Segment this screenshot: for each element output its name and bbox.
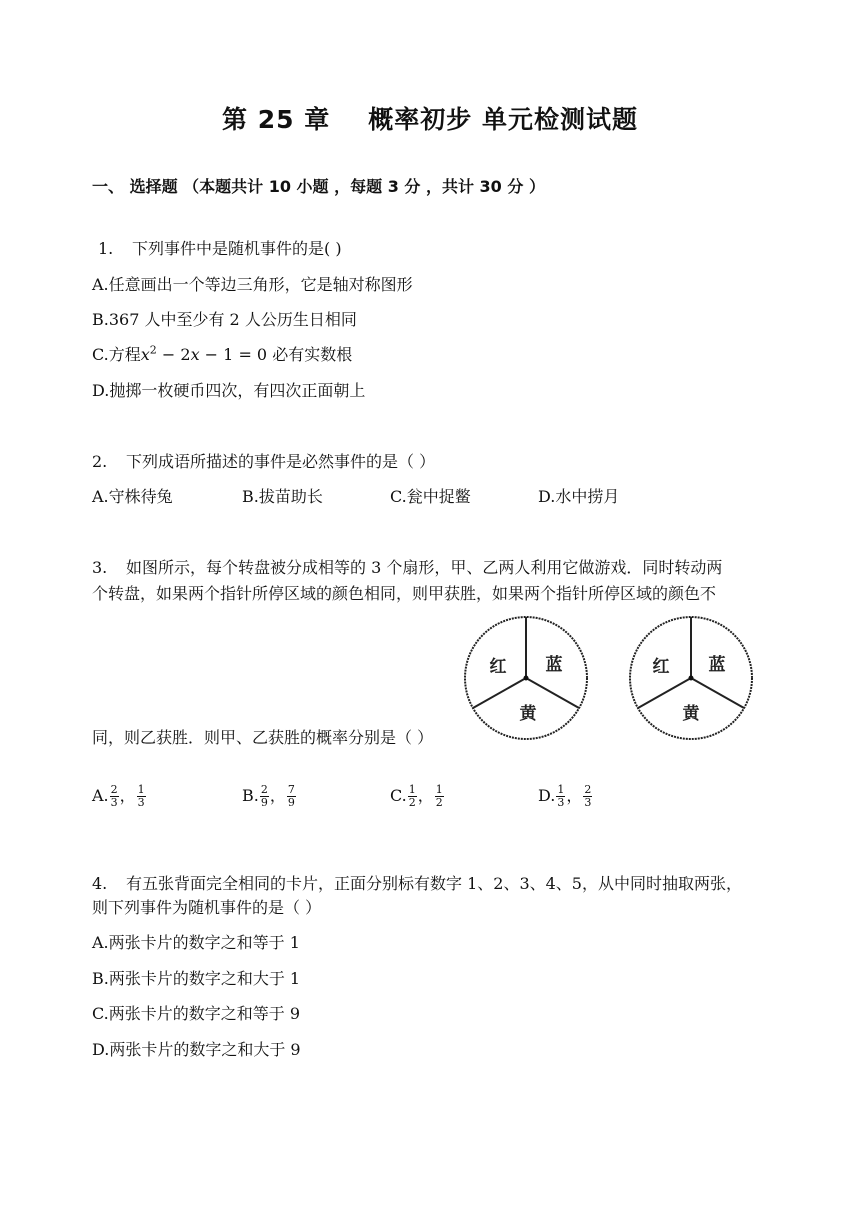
q3-option-b-prefix: B. [242, 786, 259, 805]
q3-option-d [538, 783, 593, 809]
question-4-stem [92, 871, 742, 894]
question-3-stem [92, 555, 722, 578]
spinner-left [465, 617, 587, 739]
denominator: 3 [584, 796, 592, 809]
question-4-line-1: 有五张背面完全相同的卡片，正面分别标有数字 1、2、3、4、5，从中同时抽取两张， [126, 874, 742, 893]
fraction [583, 784, 592, 809]
q1-option-d: D.抛掷一枚硬币四次，有四次正面朝上 [92, 381, 366, 400]
q1-math-mid: − 2 [156, 345, 191, 364]
q3-option-c [390, 783, 445, 809]
separator: ， [269, 786, 286, 805]
spinner-right [630, 617, 752, 739]
question-1-text: 下列事件中是随机事件的是( ) [132, 239, 342, 258]
question-2-stem [92, 449, 435, 472]
numerator: 1 [435, 783, 443, 796]
question-1-stem [98, 236, 342, 259]
spinner-right-label-yellow: 黄 [682, 704, 700, 724]
separator: ， [566, 786, 583, 805]
chapter-label: 第 25 章 [222, 105, 331, 134]
q2-option-a: A.守株待兔 [92, 487, 173, 506]
chapter-name: 概率初步 单元检测试题 [368, 105, 638, 134]
section-heading: 一、 选择题 （本题共计 10 小题 ，每题 3 分 ，共计 30 分 ） [92, 177, 545, 196]
numerator: 2 [260, 783, 268, 796]
q3-options-row [92, 783, 792, 813]
numerator: 1 [137, 783, 145, 796]
q4-option-c: C.两张卡片的数字之和等于 9 [92, 1004, 301, 1023]
spinner-left-label-blue: 蓝 [545, 655, 563, 675]
fraction [408, 784, 417, 809]
q1-option-c-tail: − 1 = 0 必有实数根 [199, 345, 353, 364]
fraction [260, 784, 269, 809]
numerator: 7 [287, 783, 295, 796]
q3-option-a-prefix: A. [92, 786, 109, 805]
spinner-right-label-red: 红 [652, 657, 670, 677]
fraction [110, 784, 119, 809]
question-1-number: 1. [98, 239, 114, 258]
numerator: 1 [408, 783, 416, 796]
q1-option-a: A.任意画出一个等边三角形，它是轴对称图形 [92, 275, 413, 294]
fraction [556, 784, 565, 809]
denominator: 9 [287, 796, 295, 809]
q2-options-row [92, 484, 792, 506]
denominator: 2 [408, 796, 416, 809]
q3-option-c-prefix: C. [390, 786, 407, 805]
denominator: 9 [260, 796, 268, 809]
q1-option-c [92, 342, 352, 365]
q3-option-b [242, 783, 297, 809]
q1-option-b: B.367 人中至少有 2 人公历生日相同 [92, 310, 357, 329]
question-4-number: 4. [92, 874, 108, 893]
q1-math-x2: x [190, 345, 200, 364]
q4-option-b: B.两张卡片的数字之和大于 1 [92, 969, 301, 988]
separator: ， [417, 786, 434, 805]
question-3-line-2: 个转盘，如果两个指针所停区域的颜色相同，则甲获胜，如果两个指针所停区域的颜色不 [92, 584, 717, 603]
q1-option-c-prefix: C.方程 [92, 345, 141, 364]
q4-option-d: D.两张卡片的数字之和大于 9 [92, 1040, 301, 1059]
denominator: 3 [557, 796, 565, 809]
question-3-line-3: 同，则乙获胜．则甲、乙获胜的概率分别是（ ） [92, 728, 434, 747]
denominator: 2 [435, 796, 443, 809]
question-4-line-2: 则下列事件为随机事件的是（ ） [92, 898, 322, 917]
q3-option-a [92, 783, 147, 809]
denominator: 3 [110, 796, 118, 809]
question-3-number: 3. [92, 558, 108, 577]
spinner-left-label-yellow: 黄 [519, 704, 537, 724]
q4-option-a: A.两张卡片的数字之和等于 1 [92, 933, 300, 952]
fraction [435, 784, 444, 809]
numerator: 2 [584, 783, 592, 796]
spinner-left-label-red: 红 [489, 657, 507, 677]
denominator: 3 [137, 796, 145, 809]
numerator: 2 [110, 783, 118, 796]
q2-option-b: B.拔苗助长 [242, 487, 323, 506]
q1-math-x: x [140, 345, 150, 364]
q1-math-exponent: 2 [149, 343, 157, 357]
fraction [137, 784, 146, 809]
separator: ， [119, 786, 136, 805]
question-2-text: 下列成语所描述的事件是必然事件的是（ ） [126, 452, 436, 471]
page-title [0, 100, 860, 136]
question-3-line-1: 如图所示，每个转盘被分成相等的 3 个扇形，甲、乙两人利用它做游戏．同时转动两 [126, 558, 723, 577]
q2-option-d: D.水中捞月 [538, 487, 620, 506]
fraction [287, 784, 296, 809]
question-2-number: 2. [92, 452, 108, 471]
q3-option-d-prefix: D. [538, 786, 556, 805]
numerator: 1 [557, 783, 565, 796]
spinners-figure [460, 612, 760, 744]
q2-option-c: C.瓮中捉鳖 [390, 487, 471, 506]
spinner-right-label-blue: 蓝 [708, 655, 726, 675]
